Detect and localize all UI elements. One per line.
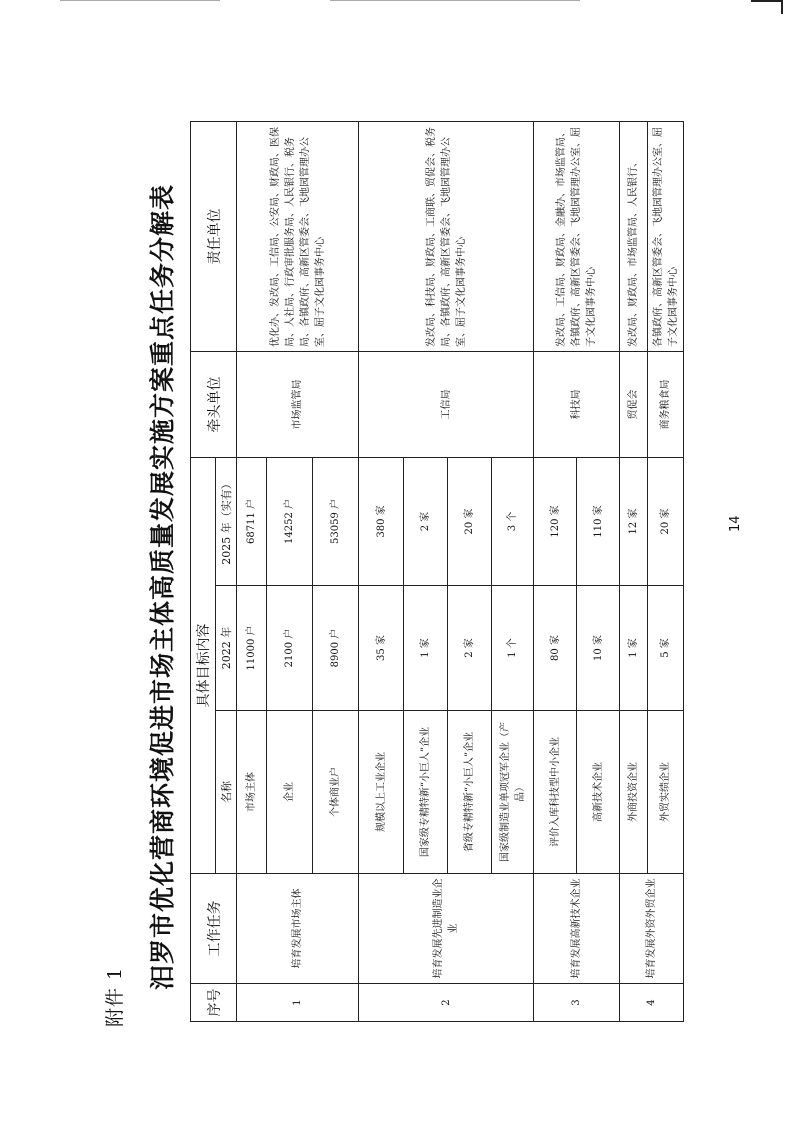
value-2022-cell: 1 个: [492, 586, 534, 711]
header-2025: 2025 年（实有）: [216, 458, 237, 586]
header-task: 工作任务: [191, 874, 237, 984]
lead-cell: 科技局: [534, 352, 620, 458]
resp-cell: 各镇政府、高新区管委会、飞地园管理办公室、屈子文化园事务中心: [648, 122, 684, 352]
seq-cell: 1: [237, 984, 359, 1022]
value-2025-cell: 20 家: [648, 458, 684, 586]
value-2022-cell: 8900 户: [313, 586, 359, 711]
resp-cell: 优化办、发改局、工信局、公安局、财政局、医保局、人社局、行政审批服务局、人民银行、税务局、各镇政府、高新区管委会、飞地园管理办公室、屈子文化园事务中心: [237, 122, 359, 352]
attachment-label: 附件 1: [104, 966, 126, 1027]
name-cell: 省级专精特新“小巨人”企业: [448, 711, 492, 874]
table-row: [620, 122, 648, 1022]
seq-cell: 4: [620, 984, 684, 1022]
name-cell: 高新技术企业: [577, 711, 620, 874]
table-row: [237, 122, 267, 1022]
name-cell: 外贸实绩企业: [648, 711, 684, 874]
resp-cell: 发改局、工信局、财政局、金融办、市场监管局、各镇政府、高新区管委会、飞地园管理办公室、屈子文化园事务中心: [534, 122, 620, 352]
value-2022-cell: 11000 户: [237, 586, 267, 711]
header-name: 名称: [216, 711, 237, 874]
value-2025-cell: 20 家: [448, 458, 492, 586]
value-2025-cell: 3 个: [492, 458, 534, 586]
header-target: 具体目标内容: [191, 458, 216, 874]
table-row: [359, 122, 404, 1022]
header-lead: 牵头单位: [191, 352, 237, 458]
name-cell: 国家级制造业单项冠军企业（产品）: [492, 711, 534, 874]
lead-cell: 贸促会: [620, 352, 648, 458]
table-row: [534, 122, 577, 1022]
value-2022-cell: 1 家: [404, 586, 448, 711]
value-2022-cell: 35 家: [359, 586, 404, 711]
value-2022-cell: 10 家: [577, 586, 620, 711]
seq-cell: 3: [534, 984, 620, 1022]
name-cell: 规模以上工业企业: [359, 711, 404, 874]
value-2025-cell: 110 家: [577, 458, 620, 586]
resp-cell: 发改局、财政局、市场监管局、人民银行、: [620, 122, 648, 352]
lead-cell: 市场监管局: [237, 352, 359, 458]
page-title: 汨罗市优化营商环境促进市场主体高质量发展实施方案重点任务分解表: [148, 184, 177, 991]
value-2025-cell: 14252 户: [267, 458, 313, 586]
name-cell: 评价入库科技型中小企业: [534, 711, 577, 874]
value-2022-cell: 2100 户: [267, 586, 313, 711]
name-cell: 外商投资企业: [620, 711, 648, 874]
lead-cell: 工信局: [359, 352, 534, 458]
task-cell: 培育发展先进制造业企业: [359, 874, 534, 984]
value-2025-cell: 2 家: [404, 458, 448, 586]
resp-cell: 发改局、科技局、财政局、工商联、贸促会、税务局、各镇政府、高新区管委会、飞地园管理办公室、屈子文化园事务中心: [359, 122, 534, 352]
name-cell: 国家级专精特新“小巨人”企业: [404, 711, 448, 874]
value-2022-cell: 2 家: [448, 586, 492, 711]
task-cell: 培育发展市场主体: [237, 874, 359, 984]
task-cell: 培育发展高新技术企业: [534, 874, 620, 984]
value-2025-cell: 380 家: [359, 458, 404, 586]
name-cell: 企业: [267, 711, 313, 874]
value-2022-cell: 5 家: [648, 586, 684, 711]
value-2025-cell: 68711 户: [237, 458, 267, 586]
name-cell: 个体商业户: [313, 711, 359, 874]
lead-cell: 商务粮食局: [648, 352, 684, 458]
page-number: 14: [728, 515, 743, 532]
name-cell: 市场主体: [237, 711, 267, 874]
value-2025-cell: 53059 户: [313, 458, 359, 586]
task-cell: 培育发展外资外贸企业: [620, 874, 684, 984]
seq-cell: 2: [359, 984, 534, 1022]
header-2022: 2022 年: [216, 586, 237, 711]
header-resp: 责任单位: [191, 122, 237, 352]
value-2022-cell: 1 家: [620, 586, 648, 711]
value-2025-cell: 12 家: [620, 458, 648, 586]
task-table: [190, 121, 684, 1022]
header-seq: 序号: [191, 984, 237, 1022]
value-2022-cell: 80 家: [534, 586, 577, 711]
value-2025-cell: 120 家: [534, 458, 577, 586]
